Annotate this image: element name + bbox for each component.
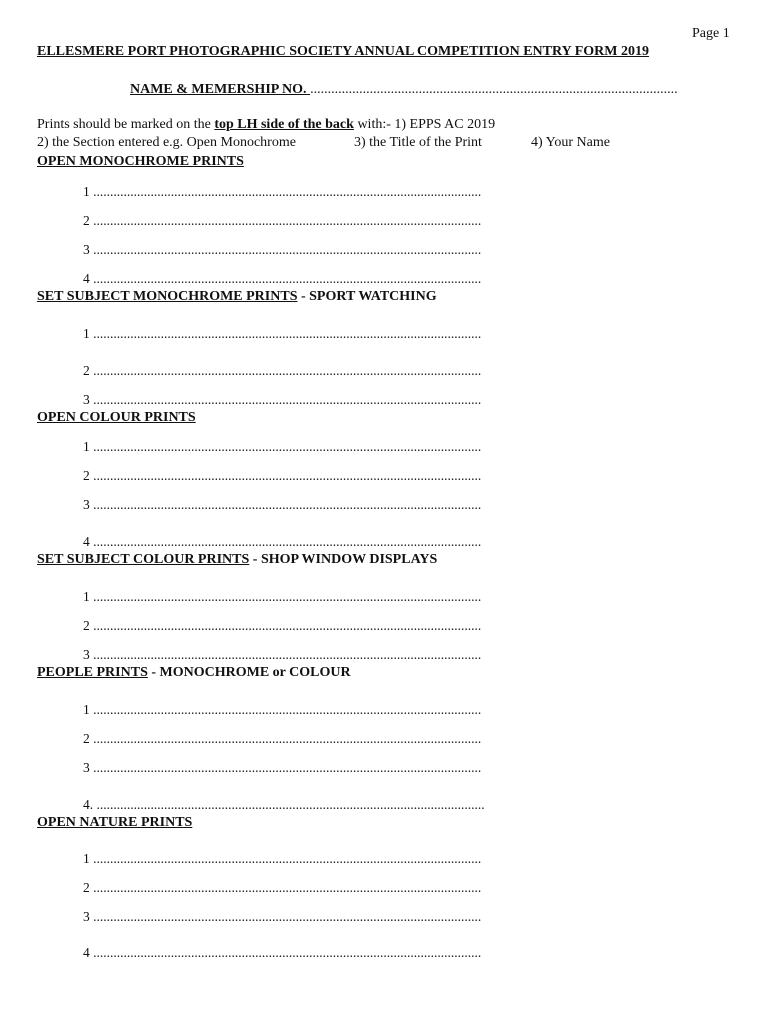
instructions-title-note: 3) the Title of the Print <box>354 135 482 150</box>
instructions-line-2 <box>37 135 296 151</box>
entry-line[interactable] <box>83 392 481 408</box>
entry-number: 1 <box>83 702 94 717</box>
section-heading-text: OPEN NATURE PRINTS <box>37 815 193 830</box>
entry-number: 1 <box>83 439 94 454</box>
section-heading-text: PEOPLE PRINTS <box>37 665 148 680</box>
entry-number: 1 <box>83 326 94 341</box>
section-heading-text: SET SUBJECT MONOCHROME PRINTS <box>37 289 298 304</box>
entry-number: 3 <box>83 392 94 407</box>
section-subtitle-text: - MONOCHROME or COLOUR <box>147 665 351 680</box>
entry-dots: ................................................................................................................... <box>93 184 482 199</box>
entry-dots: ................................................................................................................... <box>93 468 482 483</box>
instructions-line-1 <box>37 117 495 133</box>
entry-number: 2 <box>83 731 94 746</box>
entry-line[interactable] <box>83 271 481 287</box>
entry-dots: ................................................................................................................... <box>93 702 482 717</box>
entry-number: 1 <box>83 589 94 604</box>
entry-dots: ................................................................................................................... <box>93 439 482 454</box>
entry-line[interactable] <box>83 797 485 813</box>
instructions-prefix: Prints should be marked on the <box>37 117 215 132</box>
entry-line[interactable] <box>83 731 481 747</box>
section-open-monochrome-heading <box>37 154 244 170</box>
entry-number: 2 <box>83 468 94 483</box>
entry-line[interactable] <box>83 880 481 896</box>
entry-number: 3 <box>83 647 94 662</box>
section-subtitle-text: - SHOP WINDOW DISPLAYS <box>249 552 438 567</box>
entry-line[interactable] <box>83 618 481 634</box>
entry-number: 3 <box>83 242 94 257</box>
form-title: ELLESMERE PORT PHOTOGRAPHIC SOCIETY ANNUAL COMPETITION ENTRY FORM 2019 <box>37 44 649 59</box>
instructions-name-note: 4) Your Name <box>531 135 610 150</box>
section-people-heading <box>37 665 351 681</box>
section-set-subject-colour-heading <box>37 552 437 568</box>
entry-line[interactable] <box>83 909 481 925</box>
entry-number: 4. <box>83 797 97 812</box>
instructions-suffix: with:- 1) EPPS AC 2019 <box>353 117 496 132</box>
name-membership-field[interactable] <box>130 82 678 98</box>
entry-dots: ................................................................................................................... <box>93 213 482 228</box>
entry-line[interactable] <box>83 647 481 663</box>
entry-dots: ................................................................................................................... <box>93 392 482 407</box>
entry-number: 3 <box>83 497 94 512</box>
entry-line[interactable] <box>83 945 481 961</box>
section-heading-text: OPEN COLOUR PRINTS <box>37 410 196 425</box>
entry-number: 4 <box>83 534 94 549</box>
entry-line[interactable] <box>83 326 481 342</box>
entry-number: 2 <box>83 880 94 895</box>
entry-number: 3 <box>83 909 94 924</box>
entry-line[interactable] <box>83 242 481 258</box>
entry-number: 2 <box>83 363 94 378</box>
entry-line[interactable] <box>83 589 481 605</box>
page-number: Page 1 <box>692 26 730 41</box>
entry-number: 1 <box>83 851 94 866</box>
entry-dots: ................................................................................................................... <box>93 851 482 866</box>
instructions-emphasis: top LH side of the back <box>214 117 354 132</box>
entry-dots: ................................................................................................................... <box>93 242 482 257</box>
entry-line[interactable] <box>83 468 481 484</box>
entry-number: 2 <box>83 213 94 228</box>
entry-line[interactable] <box>83 213 481 229</box>
entry-dots: ................................................................................................................... <box>93 647 482 662</box>
entry-dots: ................................................................................................................... <box>96 797 485 812</box>
section-heading-text: SET SUBJECT COLOUR PRINTS <box>37 552 250 567</box>
instructions-section-note: 2) the Section entered e.g. Open Monochrome <box>37 135 296 150</box>
entry-number: 4 <box>83 945 94 960</box>
entry-dots: ................................................................................................................... <box>93 363 482 378</box>
entry-dots: ................................................................................................................... <box>93 945 482 960</box>
entry-line[interactable] <box>83 851 481 867</box>
entry-line[interactable] <box>83 439 481 455</box>
entry-number: 4 <box>83 271 94 286</box>
name-membership-label: NAME & MEMERSHIP NO. <box>130 82 311 97</box>
entry-dots: ................................................................................................................... <box>93 618 482 633</box>
entry-dots: ................................................................................................................... <box>93 760 482 775</box>
entry-dots: ................................................................................................................... <box>93 909 482 924</box>
section-heading-text: OPEN MONOCHROME PRINTS <box>37 154 244 169</box>
entry-line[interactable] <box>83 497 481 513</box>
entry-dots: ................................................................................................................... <box>93 534 482 549</box>
entry-dots: ................................................................................................................... <box>93 589 482 604</box>
entry-dots: ................................................................................................................... <box>93 497 482 512</box>
entry-number: 2 <box>83 618 94 633</box>
section-open-nature-heading <box>37 815 192 831</box>
entry-dots: ................................................................................................................... <box>93 731 482 746</box>
entry-line[interactable] <box>83 702 481 718</box>
entry-line[interactable] <box>83 760 481 776</box>
section-open-colour-heading <box>37 410 196 426</box>
section-set-subject-monochrome-heading <box>37 289 437 305</box>
name-membership-line[interactable]: ......................................................................................................... <box>310 82 678 97</box>
section-subtitle-text: - SPORT WATCHING <box>297 289 437 304</box>
entry-line[interactable] <box>83 184 481 200</box>
entry-line[interactable] <box>83 534 481 550</box>
entry-dots: ................................................................................................................... <box>93 326 482 341</box>
entry-dots: ................................................................................................................... <box>93 880 482 895</box>
entry-line[interactable] <box>83 363 481 379</box>
entry-dots: ................................................................................................................... <box>93 271 482 286</box>
entry-number: 3 <box>83 760 94 775</box>
entry-number: 1 <box>83 184 94 199</box>
